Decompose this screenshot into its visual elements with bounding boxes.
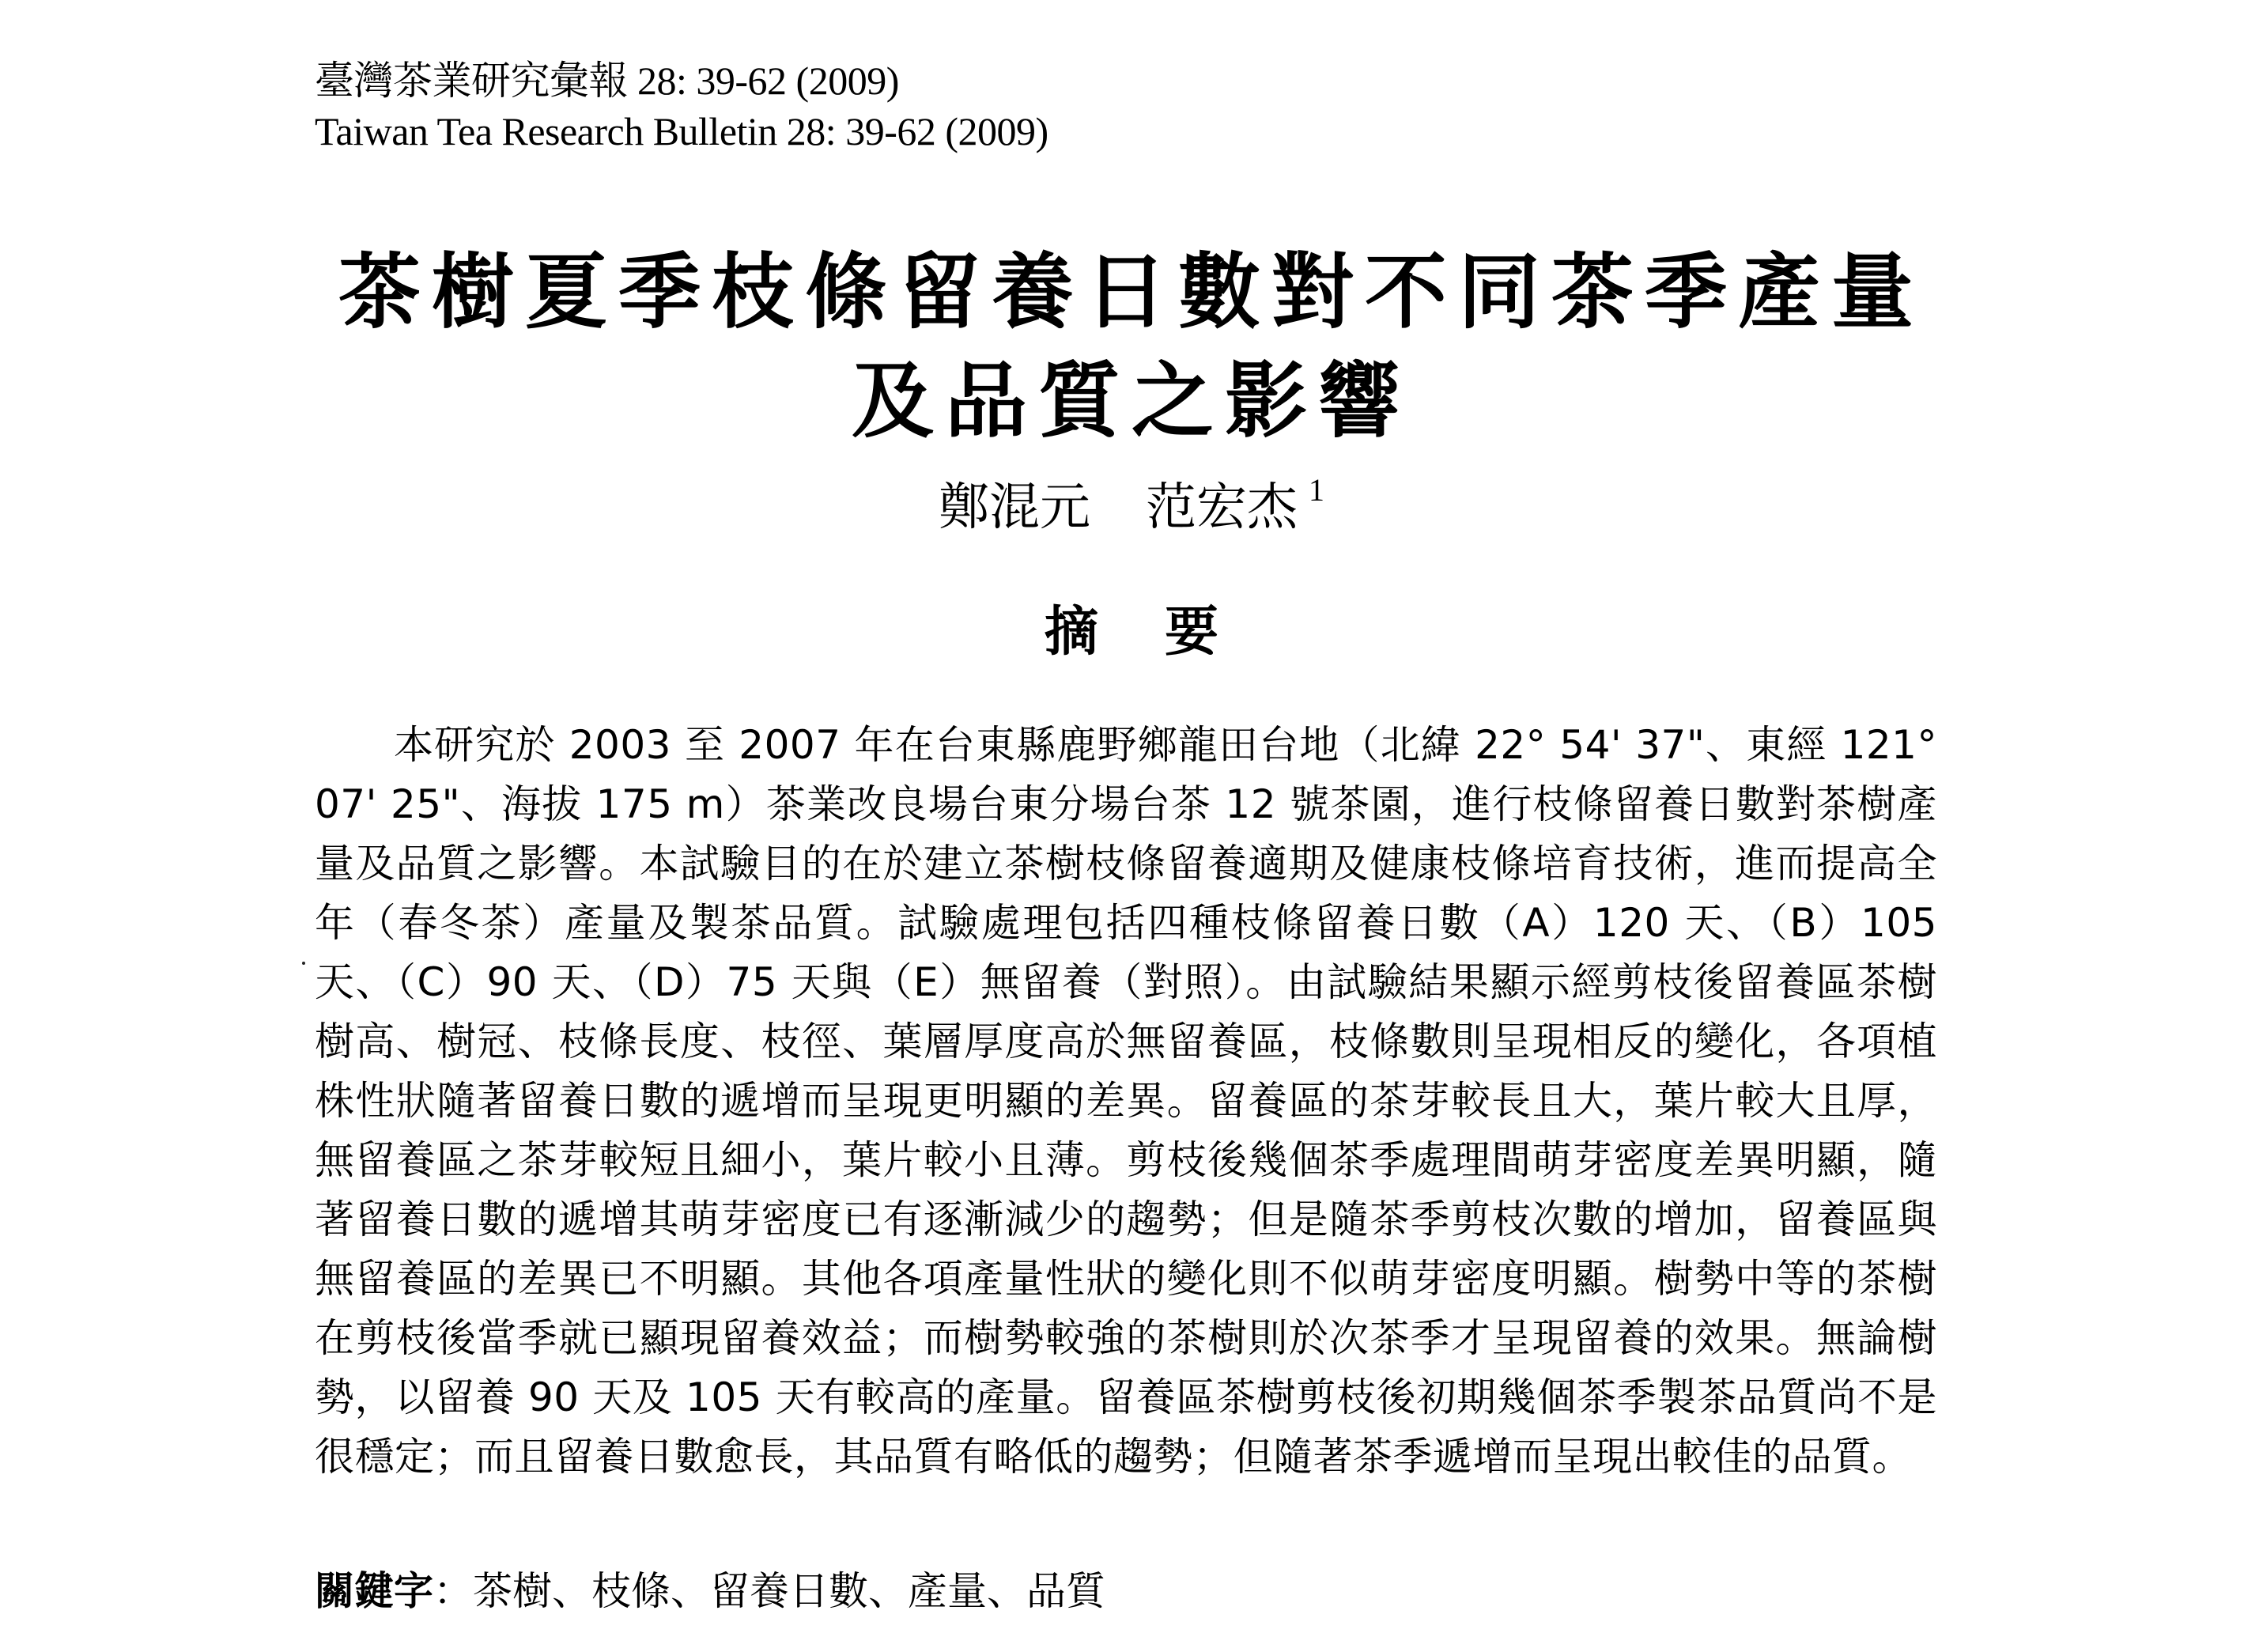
keywords-list: 茶樹、枝條、留養日數、產量、品質: [473, 1568, 1105, 1614]
keywords-label: 關鍵字: [315, 1568, 433, 1614]
abstract-heading: [0, 597, 2263, 668]
author-1: 鄭混元: [939, 478, 1090, 537]
journal-citation-chinese: 臺灣茶業研究彙報 28: 39-62 (2009): [315, 59, 899, 103]
paper-title-line-2: 及品質之影響: [851, 353, 1411, 449]
affiliation-mark: 1: [1309, 472, 1324, 508]
abstract-body: 本研究於 2003 至 2007 年在台東縣鹿野鄉龍田台地（北緯 22° 54' 37"、東經 121° 07' 25"、海拔 175 m）茶業改良場台東分場台茶 12 號茶園，進行枝條留養日數對茶樹產量及品質之影響。本試驗目的在於建立茶樹枝條留養適期及健康枝條培育技術，進而提高全年（春冬茶）產量及製茶品質。試驗處理包括四種枝條留養日數（A）120 天、（B）105 天、（C）90 天、（D）75 天與（E）無留養（對照）。由試驗結果顯示經剪枝後留養區茶樹樹高、樹冠、枝條長度、枝徑、葉層厚度高於無留養區，枝條數則呈現相反的變化，各項植株性狀隨著留養日數的遞增而呈現更明顯的差異。留養區的茶芽較長且大，葉片較大且厚，無留養區之茶芽較短且細小，葉片較小且薄。剪枝後幾個茶季處理間萌芽密度差異明顯，隨著留養日數的遞增其萌芽密度已有逐漸減少的趨勢；但是隨茶季剪枝次數的增加，留養區與無留養區的差異已不明顯。其他各項產量性狀的變化則不似萌芽密度明顯。樹勢中等的茶樹在剪枝後當季就已顯現留養效益；而樹勢較強的茶樹則於次茶季才呈現留養的效果。無論樹勢，以留養 90 天及 105 天有較高的產量。留養區茶樹剪枝後初期幾個茶季製茶品質尚不是很穩定；而且留養日數愈長，其品質有略低的趨勢；但隨著茶季遞增而呈現出較佳的品質。: [315, 722, 1937, 1480]
author-list: [0, 459, 2263, 539]
journal-citation: [315, 55, 1048, 157]
journal-citation-english: Taiwan Tea Research Bulletin 28: 39-62 (2009): [315, 109, 1048, 153]
paper-title: [0, 237, 2263, 456]
scan-speck: [302, 962, 305, 965]
keywords: [315, 1562, 1105, 1621]
keywords-separator: ：: [433, 1568, 473, 1614]
abstract-heading-char-2: 要: [1165, 601, 1219, 663]
abstract-heading-char-1: 摘: [1044, 601, 1098, 663]
paper-title-line-1: 茶樹夏季枝條留養日數對不同茶季產量: [338, 244, 1925, 340]
author-2: 范宏杰: [1146, 478, 1298, 537]
